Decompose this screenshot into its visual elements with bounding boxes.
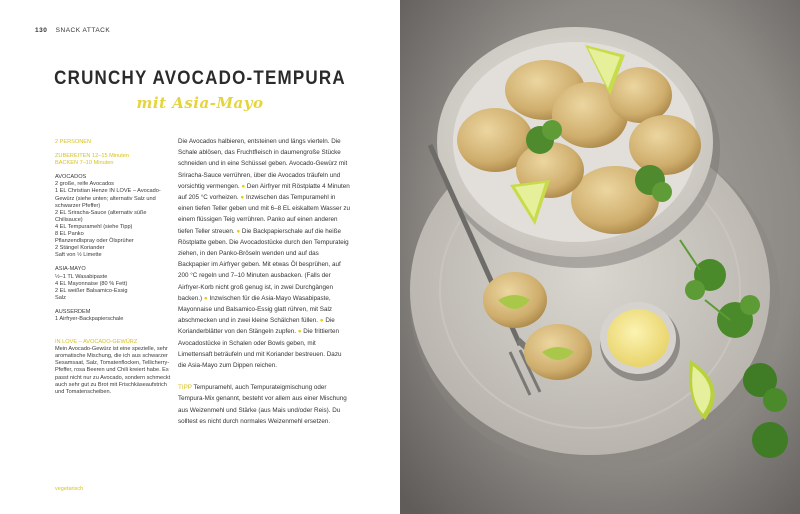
tip-text: Tempuramehl, auch Tempurateigmischung oder Tempura-Mix genannt, besteht vor allem aus einer Mischung aus Weizenmehl und Stärke (aus Mais und/oder Reis). Du solltest es nicht durch normales Weizenmehl ersetzen. xyxy=(178,384,347,425)
inlove-heading: IN LOVE – AVOCADO-GEWÜRZ xyxy=(55,339,138,346)
step-text: Den Airfryer mit Röstplatte 4 Minuten auf 205 °C vorheizen. xyxy=(178,182,350,202)
ingredient-heading: ASIA-MAYO xyxy=(55,266,86,273)
step-text: Die Korianderblätter von den Stängeln zupfen. xyxy=(178,317,335,336)
ingredient-group-avocados xyxy=(55,174,175,259)
ingredient-item: Pflanzendlspray oder Ölsprüher xyxy=(55,238,134,245)
ingredient-item: ½–1 TL Wasabipaste xyxy=(55,273,108,280)
step-bullet-icon: ● xyxy=(241,182,247,190)
step-text: Die Avocados halbieren, entsteinen und längs vierteln. Die Schale ablösen, das Fruchtfleisch in daumengroße Stücke schneiden und in eine Schüssel geben. Avocado-Gewürz mit Sriracha-Sauce verrühren, über die Avocados träufeln und vorsichtig vermengen. xyxy=(178,138,348,190)
page-number: 130 xyxy=(35,27,48,34)
ingredient-item: 8 EL Panko xyxy=(55,231,84,238)
inlove-box xyxy=(55,339,175,396)
recipe-photo xyxy=(400,0,800,514)
food-photo-illustration xyxy=(400,0,800,514)
running-header xyxy=(35,27,110,34)
ingredient-item: 1 Airfryer-Backpapierschale xyxy=(55,315,124,322)
ingredient-item: 4 EL Tempuramehl (siehe Tipp) xyxy=(55,223,133,230)
step-text: Inzwischen das Tempuramehl in einen tiefen Teller geben und mit 6–8 EL eiskaltem Wasser zu einem flüssigen Teig verrühren. Panko auf einen anderen tiefen Teller streuen. xyxy=(178,194,350,235)
ingredient-item: Salz xyxy=(55,294,66,301)
bake-label: BACKEN xyxy=(55,160,79,167)
tip-box xyxy=(178,382,350,427)
recipe-subtitle: mit Asia-Mayo xyxy=(136,94,264,112)
step-text: Die frittierten Avocadostücke in Schalen oder Bowls geben, mit Limettensaft beträufeln und mit Koriander bestreuen. Dazu die Asia-Mayo zum Dippen reichen. xyxy=(178,328,342,370)
recipe-title: CRUNCHY AVOCADO-TEMPURA xyxy=(54,66,346,89)
inlove-text: Mein Avocado-Gewürz ist eine spezielle, sehr aromatische Mischung, die ich aus schwarzer Sesamsaat, Salz, Tomatenflocken, Tellicherry-Pfeffer, rosa Beeren und Chili kreiert habe. Es passt nicht nur zu Avocado, sondern schmeckt auch sehr gut zu Brot mit Frischkäseaufstrich und Tomatenscheiben. xyxy=(55,346,171,395)
prep-time-row xyxy=(55,153,175,160)
ingredient-item: 4 EL Mayonnaise (80 % Fett) xyxy=(55,280,128,287)
ingredient-group-asia-mayo xyxy=(55,266,175,301)
tip-label: TIPP xyxy=(178,384,192,392)
section-name: SNACK ATTACK xyxy=(55,27,111,34)
servings: 2 PERSONEN xyxy=(55,139,92,145)
prep-label: ZUBEREITEN xyxy=(55,153,91,160)
ingredient-item: 1 EL Christian Henze IN LOVE – Avocado-Gewürz (siehe unten; alternativ Salz und schwarzer Pfeffer) xyxy=(55,188,161,209)
ingredients-column xyxy=(55,139,175,396)
ingredient-item: 2 EL weißer Balsamico-Essig xyxy=(55,287,128,294)
footer-tag: vegetarisch xyxy=(55,486,84,492)
ingredient-item: Saft von ½ Limette xyxy=(55,252,102,259)
ingredient-item: 2 Stängel Koriander xyxy=(55,245,105,252)
step-bullet-icon: ● xyxy=(297,328,304,336)
ingredient-group-ausserdem xyxy=(55,309,175,323)
bake-time-row xyxy=(55,160,175,167)
ingredient-item: 2 EL Sriracha-Sauce (alternativ süße Chilisauce) xyxy=(55,209,147,223)
step-bullet-icon: ● xyxy=(319,317,326,325)
step-bullet-icon: ● xyxy=(203,294,210,302)
step-text: Die Backpapierschale auf die heiße Röstplatte geben. Die Avocadostücke durch den Tempurateig ziehen, in den Panko-Bröseln wenden und auf das Backpapier im Airfryer geben. Mit etwas Öl besprühen, auf 200 °C regeln und 7–10 Minuten ausbacken. (Falls der Airfryer-Korb nicht groß genug ist, in zwei Durchgängen backen.) xyxy=(178,227,349,302)
bake-time: 7–10 Minuten xyxy=(79,160,114,167)
ingredient-heading: AVOCADOS xyxy=(55,174,87,181)
step-text: Inzwischen für die Asia-Mayo Wasabipaste, Mayonnaise und Balsamico-Essig glatt rühren, mit Salz abschmecken und in zwei kleine Schälchen füllen. xyxy=(178,294,332,325)
instructions-column xyxy=(178,136,350,427)
ingredient-heading: AUSSERDEM xyxy=(55,308,91,315)
ingredient-item: 2 große, reife Avocados xyxy=(55,181,114,188)
step-bullet-icon: ● xyxy=(236,227,242,235)
prep-time: 12–15 Minuten xyxy=(92,153,130,160)
step-bullet-icon: ● xyxy=(240,194,246,202)
